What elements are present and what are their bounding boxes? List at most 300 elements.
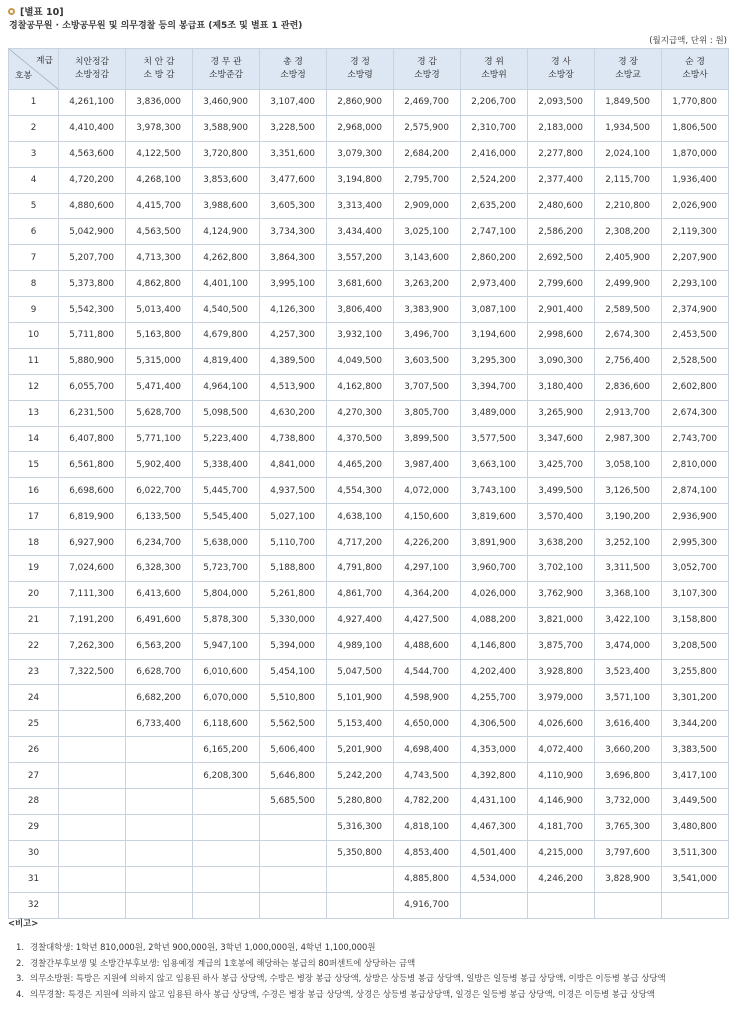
salary-cell: 2,310,700 xyxy=(461,115,528,141)
table-row xyxy=(9,840,729,866)
salary-cell: 2,684,200 xyxy=(394,141,461,167)
salary-cell: 2,743,700 xyxy=(662,426,729,452)
salary-cell: 3,052,700 xyxy=(662,556,729,582)
salary-cell: 4,150,600 xyxy=(394,504,461,530)
salary-cell: 5,101,900 xyxy=(327,685,394,711)
remark-number: 3. xyxy=(16,973,24,983)
salary-cell: 3,828,900 xyxy=(595,866,662,892)
salary-cell: 4,401,100 xyxy=(193,271,260,297)
salary-cell: 3,765,300 xyxy=(595,814,662,840)
salary-cell: 4,738,800 xyxy=(260,426,327,452)
salary-cell: 4,467,300 xyxy=(461,814,528,840)
salary-cell xyxy=(126,763,193,789)
salary-cell: 4,353,000 xyxy=(461,737,528,763)
salary-cell: 2,524,200 xyxy=(461,167,528,193)
salary-cell: 4,049,500 xyxy=(327,348,394,374)
table-row xyxy=(9,426,729,452)
police-rank-label: 경 무 관 xyxy=(210,57,242,67)
salary-cell: 3,313,400 xyxy=(327,193,394,219)
salary-cell: 3,087,100 xyxy=(461,297,528,323)
step-number: 32 xyxy=(9,892,59,918)
salary-cell: 4,964,100 xyxy=(193,374,260,400)
salary-cell: 2,860,200 xyxy=(461,245,528,271)
salary-cell xyxy=(193,866,260,892)
salary-cell xyxy=(260,814,327,840)
table-row xyxy=(9,323,729,349)
salary-cell: 4,782,200 xyxy=(394,789,461,815)
salary-cell: 5,350,800 xyxy=(327,840,394,866)
salary-cell: 4,885,800 xyxy=(394,866,461,892)
salary-cell: 2,453,500 xyxy=(662,323,729,349)
fire-rank-label: 소방장 xyxy=(548,70,574,80)
salary-cell: 3,864,300 xyxy=(260,245,327,271)
salary-cell: 7,322,500 xyxy=(59,659,126,685)
table-row xyxy=(9,193,729,219)
step-number: 26 xyxy=(9,737,59,763)
salary-cell: 6,628,700 xyxy=(126,659,193,685)
salary-cell: 3,208,500 xyxy=(662,633,729,659)
salary-cell: 3,394,700 xyxy=(461,374,528,400)
salary-cell: 4,544,700 xyxy=(394,659,461,685)
police-rank-label: 총 경 xyxy=(283,57,303,67)
salary-cell xyxy=(59,763,126,789)
salary-cell: 7,191,200 xyxy=(59,607,126,633)
salary-cell: 3,821,000 xyxy=(528,607,595,633)
salary-cell: 3,295,300 xyxy=(461,348,528,374)
remark-text: 경찰간부후보생 및 소방간부후보생: 임용예정 계급의 1호봉에 해당하는 봉급의 80퍼센트에 상당하는 금액 xyxy=(30,957,416,968)
salary-cell: 3,557,200 xyxy=(327,245,394,271)
salary-cell: 2,973,400 xyxy=(461,271,528,297)
salary-cell: 2,293,100 xyxy=(662,271,729,297)
salary-cell: 3,422,100 xyxy=(595,607,662,633)
table-row xyxy=(9,581,729,607)
salary-cell: 1,849,500 xyxy=(595,90,662,116)
corner-rank-label: 계급 xyxy=(36,56,53,66)
salary-cell: 5,445,700 xyxy=(193,478,260,504)
salary-cell: 3,194,600 xyxy=(461,323,528,349)
salary-cell: 4,563,500 xyxy=(126,219,193,245)
salary-cell: 3,979,000 xyxy=(528,685,595,711)
salary-cell: 3,263,200 xyxy=(394,271,461,297)
salary-cell: 3,252,100 xyxy=(595,530,662,556)
step-number: 28 xyxy=(9,789,59,815)
salary-cell: 3,474,000 xyxy=(595,633,662,659)
step-number: 30 xyxy=(9,840,59,866)
step-number: 19 xyxy=(9,556,59,582)
salary-cell: 2,405,900 xyxy=(595,245,662,271)
fire-rank-label: 소방정감 xyxy=(75,70,109,80)
fire-rank-label: 소 방 감 xyxy=(143,70,175,80)
salary-cell: 4,146,800 xyxy=(461,633,528,659)
salary-cell: 4,717,200 xyxy=(327,530,394,556)
table-row xyxy=(9,115,729,141)
salary-cell: 5,013,400 xyxy=(126,297,193,323)
salary-cell: 5,771,100 xyxy=(126,426,193,452)
corner-header xyxy=(9,49,59,90)
salary-cell: 4,698,400 xyxy=(394,737,461,763)
salary-cell: 5,242,200 xyxy=(327,763,394,789)
salary-cell: 4,072,400 xyxy=(528,737,595,763)
police-rank-label: 경 장 xyxy=(618,57,638,67)
salary-cell: 5,110,700 xyxy=(260,530,327,556)
salary-cell: 4,937,500 xyxy=(260,478,327,504)
table-row xyxy=(9,271,729,297)
step-number: 3 xyxy=(9,141,59,167)
salary-cell: 2,602,800 xyxy=(662,374,729,400)
salary-cell xyxy=(260,840,327,866)
salary-cell: 3,681,600 xyxy=(327,271,394,297)
salary-cell: 5,646,800 xyxy=(260,763,327,789)
salary-cell xyxy=(59,866,126,892)
salary-cell: 5,454,100 xyxy=(260,659,327,685)
salary-cell xyxy=(193,840,260,866)
salary-cell: 3,995,100 xyxy=(260,271,327,297)
salary-cell: 3,344,200 xyxy=(662,711,729,737)
remark-text: 의무소방원: 특방은 지원에 의하지 않고 임용된 하사 봉급 상당액, 수방은 병장 봉급 상당액, 상방은 상등병 봉급 상당액, 일방은 일등병 봉급 상당액, 이방은 이등병 봉급 상당액 xyxy=(30,973,666,983)
salary-cell: 3,190,200 xyxy=(595,504,662,530)
salary-cell: 3,819,600 xyxy=(461,504,528,530)
salary-cell: 3,928,800 xyxy=(528,659,595,685)
step-number: 25 xyxy=(9,711,59,737)
salary-cell: 5,510,800 xyxy=(260,685,327,711)
salary-cell: 6,491,600 xyxy=(126,607,193,633)
salary-cell: 1,870,000 xyxy=(662,141,729,167)
salary-cell xyxy=(260,866,327,892)
salary-cell: 2,795,700 xyxy=(394,167,461,193)
salary-cell: 2,374,900 xyxy=(662,297,729,323)
salary-cell: 4,540,500 xyxy=(193,297,260,323)
salary-cell: 1,806,500 xyxy=(662,115,729,141)
salary-cell: 2,308,200 xyxy=(595,219,662,245)
salary-cell: 2,901,400 xyxy=(528,297,595,323)
column-header xyxy=(394,49,461,90)
table-row xyxy=(9,659,729,685)
step-number: 23 xyxy=(9,659,59,685)
salary-cell: 3,960,700 xyxy=(461,556,528,582)
table-row xyxy=(9,452,729,478)
salary-cell: 6,165,200 xyxy=(193,737,260,763)
salary-cell: 2,874,100 xyxy=(662,478,729,504)
remark-text: 경찰대학생: 1학년 810,000원, 2학년 900,000원, 3학년 1,000,000원, 4학년 1,100,000원 xyxy=(30,942,376,952)
fire-rank-label: 소방준감 xyxy=(209,70,243,80)
column-header xyxy=(260,49,327,90)
salary-cell: 5,047,500 xyxy=(327,659,394,685)
salary-cell: 4,534,000 xyxy=(461,866,528,892)
salary-cell: 2,692,500 xyxy=(528,245,595,271)
police-rank-label: 치안정감 xyxy=(75,57,109,67)
salary-cell: 5,685,500 xyxy=(260,789,327,815)
salary-cell: 5,878,300 xyxy=(193,607,260,633)
salary-cell: 6,561,800 xyxy=(59,452,126,478)
salary-cell: 3,853,600 xyxy=(193,167,260,193)
salary-cell: 3,417,100 xyxy=(662,763,729,789)
table-row xyxy=(9,530,729,556)
salary-cell: 4,554,300 xyxy=(327,478,394,504)
salary-cell xyxy=(59,737,126,763)
salary-cell: 3,477,600 xyxy=(260,167,327,193)
salary-cell: 3,460,900 xyxy=(193,90,260,116)
salary-cell: 6,208,300 xyxy=(193,763,260,789)
table-row xyxy=(9,711,729,737)
salary-cell: 3,228,500 xyxy=(260,115,327,141)
salary-cell: 6,733,400 xyxy=(126,711,193,737)
salary-cell xyxy=(126,789,193,815)
salary-cell: 4,146,900 xyxy=(528,789,595,815)
salary-cell: 2,747,100 xyxy=(461,219,528,245)
salary-cell: 6,010,600 xyxy=(193,659,260,685)
salary-cell: 4,853,400 xyxy=(394,840,461,866)
salary-cell: 4,297,100 xyxy=(394,556,461,582)
salary-cell: 3,383,900 xyxy=(394,297,461,323)
salary-cell: 4,488,600 xyxy=(394,633,461,659)
salary-cell: 4,679,800 xyxy=(193,323,260,349)
table-row xyxy=(9,763,729,789)
unit-note: (월지급액, 단위 : 원) xyxy=(649,36,727,46)
police-rank-label: 경 위 xyxy=(484,57,504,67)
step-number: 16 xyxy=(9,478,59,504)
salary-cell: 3,194,800 xyxy=(327,167,394,193)
salary-cell: 4,389,500 xyxy=(260,348,327,374)
step-number: 13 xyxy=(9,400,59,426)
column-header xyxy=(193,49,260,90)
salary-cell: 3,588,900 xyxy=(193,115,260,141)
salary-cell: 3,511,300 xyxy=(662,840,729,866)
salary-cell: 2,860,900 xyxy=(327,90,394,116)
fire-rank-label: 소방위 xyxy=(481,70,507,80)
salary-cell: 3,805,700 xyxy=(394,400,461,426)
salary-cell: 4,743,500 xyxy=(394,763,461,789)
salary-cell: 4,255,700 xyxy=(461,685,528,711)
table-header-row xyxy=(9,49,729,90)
salary-cell: 4,989,100 xyxy=(327,633,394,659)
salary-cell: 5,153,400 xyxy=(327,711,394,737)
salary-cell: 3,090,300 xyxy=(528,348,595,374)
salary-cell: 2,024,100 xyxy=(595,141,662,167)
salary-cell: 5,315,000 xyxy=(126,348,193,374)
salary-cell: 5,098,500 xyxy=(193,400,260,426)
salary-cell: 3,347,600 xyxy=(528,426,595,452)
table-row xyxy=(9,245,729,271)
salary-cell: 5,545,400 xyxy=(193,504,260,530)
salary-cell: 4,126,300 xyxy=(260,297,327,323)
remark-number: 1. xyxy=(16,942,24,952)
salary-cell: 2,987,300 xyxy=(595,426,662,452)
salary-cell: 6,698,600 xyxy=(59,478,126,504)
salary-cell: 5,638,000 xyxy=(193,530,260,556)
salary-cell: 2,674,300 xyxy=(662,400,729,426)
salary-cell: 5,163,800 xyxy=(126,323,193,349)
salary-cell: 2,998,600 xyxy=(528,323,595,349)
salary-cell: 2,589,500 xyxy=(595,297,662,323)
salary-cell: 4,122,500 xyxy=(126,141,193,167)
step-number: 12 xyxy=(9,374,59,400)
salary-cell: 2,480,600 xyxy=(528,193,595,219)
salary-cell: 6,682,200 xyxy=(126,685,193,711)
salary-cell xyxy=(126,814,193,840)
salary-cell: 4,916,700 xyxy=(394,892,461,918)
salary-cell: 2,377,400 xyxy=(528,167,595,193)
salary-cell: 4,246,200 xyxy=(528,866,595,892)
step-number: 5 xyxy=(9,193,59,219)
salary-cell: 5,711,800 xyxy=(59,323,126,349)
step-number: 22 xyxy=(9,633,59,659)
police-rank-label: 치 안 감 xyxy=(143,57,175,67)
salary-cell: 5,207,700 xyxy=(59,245,126,271)
salary-cell: 3,480,800 xyxy=(662,814,729,840)
table-row xyxy=(9,167,729,193)
step-number: 15 xyxy=(9,452,59,478)
step-number: 20 xyxy=(9,581,59,607)
salary-cell: 5,280,800 xyxy=(327,789,394,815)
salary-cell: 3,899,500 xyxy=(394,426,461,452)
salary-cell: 1,934,500 xyxy=(595,115,662,141)
fire-rank-label: 소방령 xyxy=(347,70,373,80)
salary-cell: 3,978,300 xyxy=(126,115,193,141)
salary-cell: 3,734,300 xyxy=(260,219,327,245)
salary-cell: 2,093,500 xyxy=(528,90,595,116)
salary-cell: 5,188,800 xyxy=(260,556,327,582)
salary-cell: 2,206,700 xyxy=(461,90,528,116)
table-row xyxy=(9,685,729,711)
salary-cell: 3,616,400 xyxy=(595,711,662,737)
salary-cell: 7,111,300 xyxy=(59,581,126,607)
salary-cell: 5,606,400 xyxy=(260,737,327,763)
police-rank-label: 경 감 xyxy=(417,57,437,67)
table-row xyxy=(9,556,729,582)
step-number: 7 xyxy=(9,245,59,271)
salary-cell: 3,496,700 xyxy=(394,323,461,349)
salary-cell: 3,351,600 xyxy=(260,141,327,167)
salary-cell: 3,079,300 xyxy=(327,141,394,167)
salary-cell: 4,370,500 xyxy=(327,426,394,452)
salary-cell: 5,628,700 xyxy=(126,400,193,426)
salary-cell: 6,819,900 xyxy=(59,504,126,530)
salary-cell: 6,231,500 xyxy=(59,400,126,426)
remark-text: 의무경찰: 특경은 지원에 의하지 않고 임용된 하사 봉급 상당액, 수경은 병장 봉급 상당액, 상경은 상등병 봉급상당액, 일경은 일등병 봉급 상당액, 이경은 이등병 봉급 상당액 xyxy=(30,988,655,999)
salary-cell: 4,880,600 xyxy=(59,193,126,219)
salary-cell: 2,909,000 xyxy=(394,193,461,219)
salary-cell: 4,215,000 xyxy=(528,840,595,866)
salary-cell: 3,797,600 xyxy=(595,840,662,866)
salary-cell: 4,306,500 xyxy=(461,711,528,737)
salary-cell: 6,407,800 xyxy=(59,426,126,452)
table-row xyxy=(9,90,729,116)
salary-cell: 3,523,400 xyxy=(595,659,662,685)
step-number: 10 xyxy=(9,323,59,349)
salary-cell: 3,058,100 xyxy=(595,452,662,478)
salary-cell: 4,124,900 xyxy=(193,219,260,245)
remark-item xyxy=(16,971,729,987)
salary-cell: 6,055,700 xyxy=(59,374,126,400)
salary-cell: 5,338,400 xyxy=(193,452,260,478)
table-body xyxy=(9,90,729,919)
salary-cell: 2,635,200 xyxy=(461,193,528,219)
remarks-list xyxy=(8,940,729,1002)
table-row xyxy=(9,348,729,374)
salary-cell: 5,316,300 xyxy=(327,814,394,840)
salary-cell: 5,880,900 xyxy=(59,348,126,374)
salary-cell xyxy=(126,840,193,866)
salary-cell: 3,158,800 xyxy=(662,607,729,633)
salary-cell: 2,995,300 xyxy=(662,530,729,556)
salary-cell: 6,133,500 xyxy=(126,504,193,530)
salary-cell xyxy=(59,840,126,866)
salary-cell: 4,861,700 xyxy=(327,581,394,607)
salary-cell: 5,027,100 xyxy=(260,504,327,530)
salary-cell: 6,413,600 xyxy=(126,581,193,607)
salary-cell: 1,770,800 xyxy=(662,90,729,116)
salary-cell: 4,791,800 xyxy=(327,556,394,582)
salary-cell: 5,261,800 xyxy=(260,581,327,607)
salary-cell: 2,207,900 xyxy=(662,245,729,271)
document-title: 경찰공무원 · 소방공무원 및 의무경찰 등의 봉급표 (제5조 및 별표 1 관련) xyxy=(9,21,303,31)
salary-cell: 2,416,000 xyxy=(461,141,528,167)
salary-cell: 2,674,300 xyxy=(595,323,662,349)
salary-cell: 5,542,300 xyxy=(59,297,126,323)
circle-bullet-icon xyxy=(8,8,15,15)
salary-cell: 3,180,400 xyxy=(528,374,595,400)
table-row xyxy=(9,374,729,400)
remarks-heading: <비고> xyxy=(8,918,39,928)
salary-cell: 6,118,600 xyxy=(193,711,260,737)
table-row xyxy=(9,297,729,323)
salary-cell: 3,762,900 xyxy=(528,581,595,607)
step-number: 14 xyxy=(9,426,59,452)
step-number: 24 xyxy=(9,685,59,711)
salary-cell: 5,723,700 xyxy=(193,556,260,582)
salary-cell: 4,270,300 xyxy=(327,400,394,426)
salary-cell: 3,696,800 xyxy=(595,763,662,789)
salary-cell: 5,947,100 xyxy=(193,633,260,659)
salary-cell: 3,891,900 xyxy=(461,530,528,556)
salary-cell xyxy=(193,814,260,840)
salary-cell: 3,660,200 xyxy=(595,737,662,763)
step-number: 9 xyxy=(9,297,59,323)
salary-cell: 3,987,400 xyxy=(394,452,461,478)
salary-cell: 4,410,400 xyxy=(59,115,126,141)
salary-cell: 3,707,500 xyxy=(394,374,461,400)
table-row xyxy=(9,866,729,892)
salary-cell: 4,598,900 xyxy=(394,685,461,711)
salary-cell: 3,449,500 xyxy=(662,789,729,815)
step-number: 29 xyxy=(9,814,59,840)
salary-cell: 3,988,600 xyxy=(193,193,260,219)
salary-cell: 5,562,500 xyxy=(260,711,327,737)
appendix-tag xyxy=(8,4,729,18)
salary-cell: 4,026,000 xyxy=(461,581,528,607)
step-number: 18 xyxy=(9,530,59,556)
salary-cell: 4,563,600 xyxy=(59,141,126,167)
salary-cell: 2,810,000 xyxy=(662,452,729,478)
table-row xyxy=(9,789,729,815)
salary-cell: 4,427,500 xyxy=(394,607,461,633)
salary-cell: 7,024,600 xyxy=(59,556,126,582)
salary-cell: 2,586,200 xyxy=(528,219,595,245)
salary-cell: 3,126,500 xyxy=(595,478,662,504)
salary-cell: 2,799,600 xyxy=(528,271,595,297)
salary-cell: 3,107,400 xyxy=(260,90,327,116)
salary-cell: 7,262,300 xyxy=(59,633,126,659)
police-rank-label: 순 경 xyxy=(685,57,705,67)
salary-cell: 3,368,100 xyxy=(595,581,662,607)
salary-cell: 4,431,100 xyxy=(461,789,528,815)
salary-cell: 3,434,400 xyxy=(327,219,394,245)
salary-cell: 4,650,000 xyxy=(394,711,461,737)
remark-number: 4. xyxy=(16,988,24,999)
salary-cell: 5,223,400 xyxy=(193,426,260,452)
step-number: 2 xyxy=(9,115,59,141)
salary-cell: 2,115,700 xyxy=(595,167,662,193)
